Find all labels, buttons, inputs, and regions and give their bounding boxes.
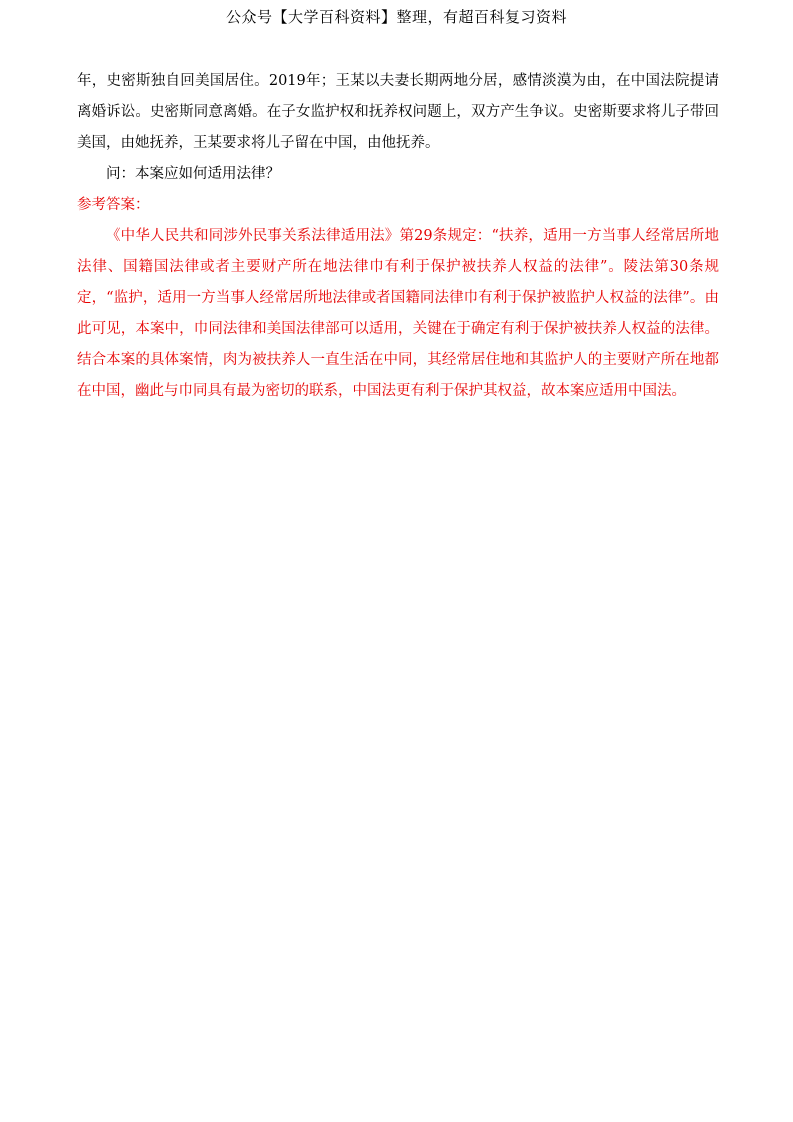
document-body [77,66,719,407]
page-header: 公众号【大学百科资料】整理，有超百科复习资料 [225,8,567,26]
answer-body: 《中华人民共和同涉外民事关系法律适用法》第29条规定：“扶养，适用一方当事人经常居所地法律、国籍国法律或者主要财产所在地法律巾有利于保护被扶养人权益的法律”。陵法第30条规定，“监护，适用一方当事人经常居所地法律或者国籍同法律巾有利于保护被监护人权益的法律”。由此可见，本案中，巾同法律和美国法律部可以适用，关键在于确定有利于保护被扶养人权益的法律。结合本案的具体案情，肉为被扶养人一直生活在中同，其经常居住地和其监护人的主要财产所在地都在中国，幽此与巾同具有最为密切的联系，中国法更有利于保护其权益，故本案应适用中国法。 [77,228,719,399]
question-text: 问：本案应如何适用法律？ [106,166,280,182]
case-paragraph: 年，史密斯独自回美国居住。2019年；王某以夫妻长期两地分居，感情淡漠为由，在中国法院提请离婚诉讼。史密斯同意离婚。在子女监护权和抚养权问题上，双方产生争议。史密斯要求将儿子带回美国，由她抚养，王某要求将儿子留在中国，由他抚养。 [77,73,719,151]
answer-heading: 参考答案： [77,197,150,213]
